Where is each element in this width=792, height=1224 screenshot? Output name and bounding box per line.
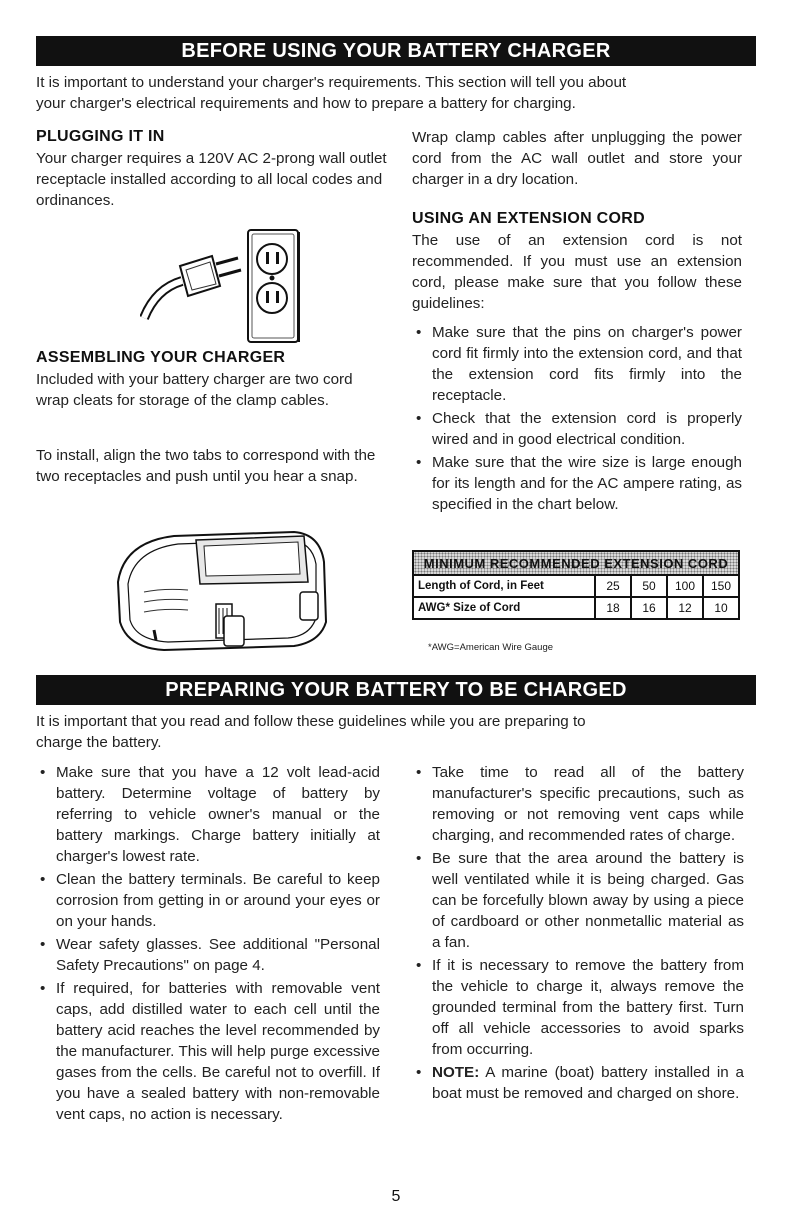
row-label-awg: AWG* Size of Cord	[413, 597, 595, 619]
table-cell: 150	[703, 575, 739, 597]
section-banner-preparing-battery: PREPARING YOUR BATTERY TO BE CHARGED	[36, 675, 756, 705]
assembling-text-1: Included with your battery charger are two cord wrap cleats for storage of the clamp cables.	[36, 371, 353, 409]
preparing-guideline-item: • If it is necessary to remove the battery from the vehicle to charge it, always remove the grounded terminal from the battery first. Turn off all vehicle accessories to avoid sparks from occurring.	[412, 955, 744, 1060]
preparing-guideline-item: • Take time to read all of the battery manufacturer's specific precautions, such as removing or not removing vent caps while charging, and recommended rates of charge.	[412, 762, 744, 846]
wrap-clamp-text: Wrap clamp cables after unplugging the power cord from the AC wall outlet and store your charger in a dry location.	[412, 129, 742, 188]
section2-intro-line-2: charge the battery.	[36, 734, 162, 751]
plug-and-outlet-illustration	[140, 226, 310, 348]
intro-line-1: It is important to understand your charger's requirements. This section will tell you about	[36, 74, 627, 91]
table-cell: 100	[667, 575, 703, 597]
marine-battery-note	[412, 1062, 744, 1104]
table-cell: 25	[595, 575, 631, 597]
note-label: NOTE:	[432, 1064, 480, 1081]
extension-cord-guidelines-list	[412, 322, 742, 517]
table-footnote: *AWG=American Wire Gauge	[428, 642, 554, 653]
heading-extension-cord: USING AN EXTENSION CORD	[412, 210, 645, 227]
intro-line-2: your charger's electrical requirements and how to prepare a battery for charging.	[36, 95, 576, 112]
heading-plugging-it-in: PLUGGING IT IN	[36, 128, 165, 145]
preparing-guideline-item: • Be sure that the area around the battery is well ventilated while it is being charged. Gas can be forcefully blown away by using a piece of cardboard or other nonmetallic material as a fan.	[412, 848, 744, 953]
preparing-guideline-item: • Make sure that you have a 12 volt lead-acid battery. Determine voltage of battery by referring to vehicle owner's manual or the battery markings. Charge battery initially at charger's lowest rate.	[36, 762, 380, 867]
section2-intro-line-1: It is important that you read and follow these guidelines while you are preparing to	[36, 713, 586, 730]
battery-charger-illustration	[104, 522, 336, 656]
table-row	[413, 575, 739, 597]
extension-guideline-item: • Check that the extension cord is properly wired and in good electrical condition.	[412, 408, 742, 450]
section-banner-before-using: BEFORE USING YOUR BATTERY CHARGER	[36, 36, 756, 66]
heading-assembling-charger: ASSEMBLING YOUR CHARGER	[36, 349, 286, 366]
table-row	[413, 597, 739, 619]
table-cell: 50	[631, 575, 667, 597]
preparing-guideline-item: • Wear safety glasses. See additional "Personal Safety Precautions" on page 4.	[36, 934, 380, 976]
extension-cord-table	[412, 550, 740, 620]
table-cell: 16	[631, 597, 667, 619]
plugging-text: Your charger requires a 120V AC 2-prong wall outlet receptacle installed according to all local codes and ordinances.	[36, 150, 387, 209]
extension-cord-text: The use of an extension cord is not recommended. If you must use an extension cord, please make sure that you follow these guidelines:	[412, 232, 742, 312]
note-text: A marine (boat) battery installed in a boat must be removed and charged on shore.	[432, 1064, 744, 1102]
preparing-guideline-item: • If required, for batteries with removable vent caps, add distilled water to each cell until the battery acid reaches the level recommended by the manufacturer. This will help purge excessive gases from the cells. Be careful not to overfill. If you have a sealed battery with non-removable vent caps, no action is necessary.	[36, 978, 380, 1125]
page-number: 5	[391, 1188, 401, 1205]
preparing-guidelines-right-list	[412, 762, 744, 1106]
extension-guideline-item: • Make sure that the wire size is large enough for its length and for the AC ampere rating, as specified in the chart below.	[412, 452, 742, 515]
table-cell: 18	[595, 597, 631, 619]
row-label-length: Length of Cord, in Feet	[413, 575, 595, 597]
preparing-guideline-item: • Clean the battery terminals. Be careful to keep corrosion from getting in or around your eyes or on your hands.	[36, 869, 380, 932]
extension-guideline-item: • Make sure that the pins on charger's power cord fit firmly into the extension cord, and that the extension cord fits firmly into the receptacle.	[412, 322, 742, 406]
table-cell: 12	[667, 597, 703, 619]
table-cell: 10	[703, 597, 739, 619]
assembling-text-2: To install, align the two tabs to correspond with the two receptacles and push until you hear a snap.	[36, 447, 376, 485]
table-title: MINIMUM RECOMMENDED EXTENSION CORD	[413, 551, 739, 575]
preparing-guidelines-left-list	[36, 762, 380, 1127]
